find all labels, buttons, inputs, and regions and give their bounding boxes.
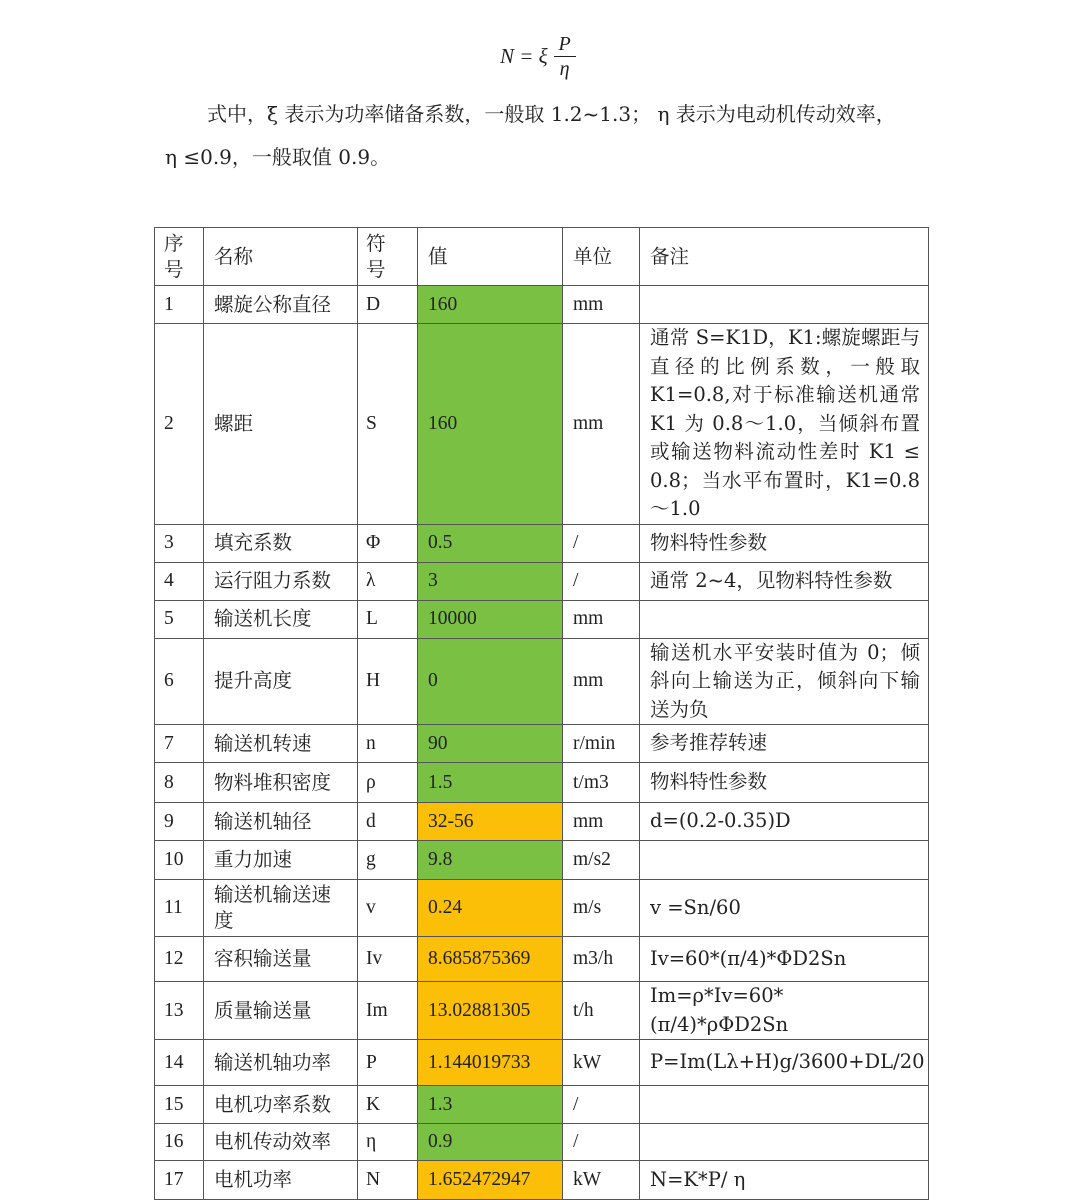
cell-value: 3: [418, 562, 563, 600]
table-row: [155, 286, 929, 324]
header-unit: 单位: [563, 228, 640, 286]
cell-name: 提升高度: [204, 638, 358, 725]
cell-unit: r/min: [563, 725, 640, 763]
cell-unit: t/m3: [563, 763, 640, 803]
cell-symbol: v: [358, 880, 418, 937]
cell-symbol: η: [358, 1124, 418, 1161]
cell-name: 螺距: [204, 324, 358, 525]
cell-value: 1.5: [418, 763, 563, 803]
cell-symbol: n: [358, 725, 418, 763]
cell-unit: mm: [563, 600, 640, 638]
cell-symbol: H: [358, 638, 418, 725]
cell-note: 输送机水平安装时值为 0；倾斜向上输送为正，倾斜向下输送为负: [640, 638, 929, 725]
cell-name: 输送机转速: [204, 725, 358, 763]
cell-no: 14: [155, 1040, 204, 1086]
table-row: [155, 763, 929, 803]
cell-note: P=Im(Lλ+H)g/3600+DL/20: [640, 1040, 929, 1086]
cell-symbol: g: [358, 841, 418, 880]
cell-note: N=K*P/ η: [640, 1161, 929, 1200]
cell-unit: /: [563, 524, 640, 562]
table-row: [155, 841, 929, 880]
cell-name: 运行阻力系数: [204, 562, 358, 600]
cell-unit: t/h: [563, 982, 640, 1040]
cell-name: 物料堆积密度: [204, 763, 358, 803]
cell-note: v =Sn/60: [640, 880, 929, 937]
cell-note: [640, 1086, 929, 1124]
cell-unit: /: [563, 1124, 640, 1161]
cell-value: 13.02881305: [418, 982, 563, 1040]
cell-name: 电机传动效率: [204, 1124, 358, 1161]
cell-no: 8: [155, 763, 204, 803]
cell-symbol: L: [358, 600, 418, 638]
cell-note: [640, 1124, 929, 1161]
cell-symbol: ρ: [358, 763, 418, 803]
cell-no: 10: [155, 841, 204, 880]
formula-denominator: η: [554, 56, 576, 81]
cell-symbol: Φ: [358, 524, 418, 562]
cell-no: 4: [155, 562, 204, 600]
cell-unit: mm: [563, 638, 640, 725]
cell-value: 1.652472947: [418, 1161, 563, 1200]
cell-unit: kW: [563, 1161, 640, 1200]
table-row: [155, 600, 929, 638]
table-row: [155, 1040, 929, 1086]
cell-note: Im=ρ*Iv=60*(π/4)*ρΦD2Sn: [640, 982, 929, 1040]
formula-explanation-line2: η ≤0.9，一般取值 0.9。: [165, 145, 391, 169]
cell-note: 物料特性参数: [640, 524, 929, 562]
header-symbol: 符号: [358, 228, 418, 286]
table-row: [155, 324, 929, 525]
cell-name: 容积输送量: [204, 937, 358, 982]
cell-no: 17: [155, 1161, 204, 1200]
cell-symbol: d: [358, 803, 418, 841]
cell-name: 输送机长度: [204, 600, 358, 638]
cell-value: 0.24: [418, 880, 563, 937]
cell-name: 填充系数: [204, 524, 358, 562]
table-row: [155, 1124, 929, 1161]
cell-unit: m3/h: [563, 937, 640, 982]
cell-no: 16: [155, 1124, 204, 1161]
cell-name: 电机功率系数: [204, 1086, 358, 1124]
cell-unit: m/s2: [563, 841, 640, 880]
cell-value: 1.3: [418, 1086, 563, 1124]
cell-value: 10000: [418, 600, 563, 638]
cell-symbol: D: [358, 286, 418, 324]
cell-symbol: P: [358, 1040, 418, 1086]
cell-unit: mm: [563, 803, 640, 841]
cell-value: 9.8: [418, 841, 563, 880]
cell-note: 通常 2~4，见物料特性参数: [640, 562, 929, 600]
cell-value: 160: [418, 324, 563, 525]
cell-note: [640, 841, 929, 880]
cell-symbol: K: [358, 1086, 418, 1124]
cell-name: 重力加速: [204, 841, 358, 880]
cell-name: 输送机轴径: [204, 803, 358, 841]
table-row: [155, 524, 929, 562]
table-row: [155, 1086, 929, 1124]
cell-unit: m/s: [563, 880, 640, 937]
cell-value: 160: [418, 286, 563, 324]
table-row: [155, 937, 929, 982]
cell-no: 11: [155, 880, 204, 937]
cell-unit: /: [563, 562, 640, 600]
cell-no: 15: [155, 1086, 204, 1124]
cell-note: d=(0.2-0.35)D: [640, 803, 929, 841]
header-note: 备注: [640, 228, 929, 286]
cell-symbol: S: [358, 324, 418, 525]
cell-value: 32-56: [418, 803, 563, 841]
cell-symbol: Im: [358, 982, 418, 1040]
cell-name: 电机功率: [204, 1161, 358, 1200]
table-row: [155, 803, 929, 841]
cell-unit: mm: [563, 286, 640, 324]
cell-value: 0: [418, 638, 563, 725]
cell-no: 9: [155, 803, 204, 841]
formula-numerator: P: [558, 32, 571, 55]
cell-unit: kW: [563, 1040, 640, 1086]
cell-name: 螺旋公称直径: [204, 286, 358, 324]
cell-note: [640, 286, 929, 324]
formula-explanation-line1: 式中，ξ 表示为功率储备系数，一般取 1.2~1.3； η 表示为电动机传动效率，: [207, 102, 896, 126]
cell-no: 2: [155, 324, 204, 525]
formula-lhs: N = ξ: [500, 43, 548, 68]
cell-note: 通常 S=K1D，K1:螺旋螺距与直径的比例系数，一般取 K1=0.8,对于标准输送机通常 K1 为 0.8～1.0，当倾斜布置或输送物料流动性差时 K1 ≤ 0.8；当水平布置时，K1=0.8～1.0: [640, 324, 929, 525]
cell-no: 3: [155, 524, 204, 562]
cell-no: 13: [155, 982, 204, 1040]
formula-fraction: [554, 32, 576, 81]
table-row: [155, 562, 929, 600]
cell-no: 5: [155, 600, 204, 638]
cell-note: Iv=60*(π/4)*ΦD2Sn: [640, 937, 929, 982]
table-row: [155, 725, 929, 763]
table-row: [155, 638, 929, 725]
header-value: 值: [418, 228, 563, 286]
table-row: [155, 982, 929, 1040]
parameter-table: [154, 227, 929, 1200]
header-name: 名称: [204, 228, 358, 286]
cell-symbol: Iv: [358, 937, 418, 982]
cell-name: 质量输送量: [204, 982, 358, 1040]
cell-note: [640, 600, 929, 638]
table-header-row: [155, 228, 929, 286]
cell-unit: /: [563, 1086, 640, 1124]
cell-value: 90: [418, 725, 563, 763]
cell-name: 输送机轴功率: [204, 1040, 358, 1086]
power-formula: [500, 26, 576, 86]
cell-symbol: N: [358, 1161, 418, 1200]
cell-value: 8.685875369: [418, 937, 563, 982]
cell-value: 0.5: [418, 524, 563, 562]
cell-no: 1: [155, 286, 204, 324]
cell-symbol: λ: [358, 562, 418, 600]
cell-unit: mm: [563, 324, 640, 525]
cell-no: 12: [155, 937, 204, 982]
table-row: [155, 880, 929, 937]
cell-no: 7: [155, 725, 204, 763]
cell-value: 0.9: [418, 1124, 563, 1161]
cell-note: 物料特性参数: [640, 763, 929, 803]
cell-name: 输送机输送速度: [204, 880, 358, 937]
cell-note: 参考推荐转速: [640, 725, 929, 763]
header-no: 序号: [155, 228, 204, 286]
cell-no: 6: [155, 638, 204, 725]
cell-value: 1.144019733: [418, 1040, 563, 1086]
